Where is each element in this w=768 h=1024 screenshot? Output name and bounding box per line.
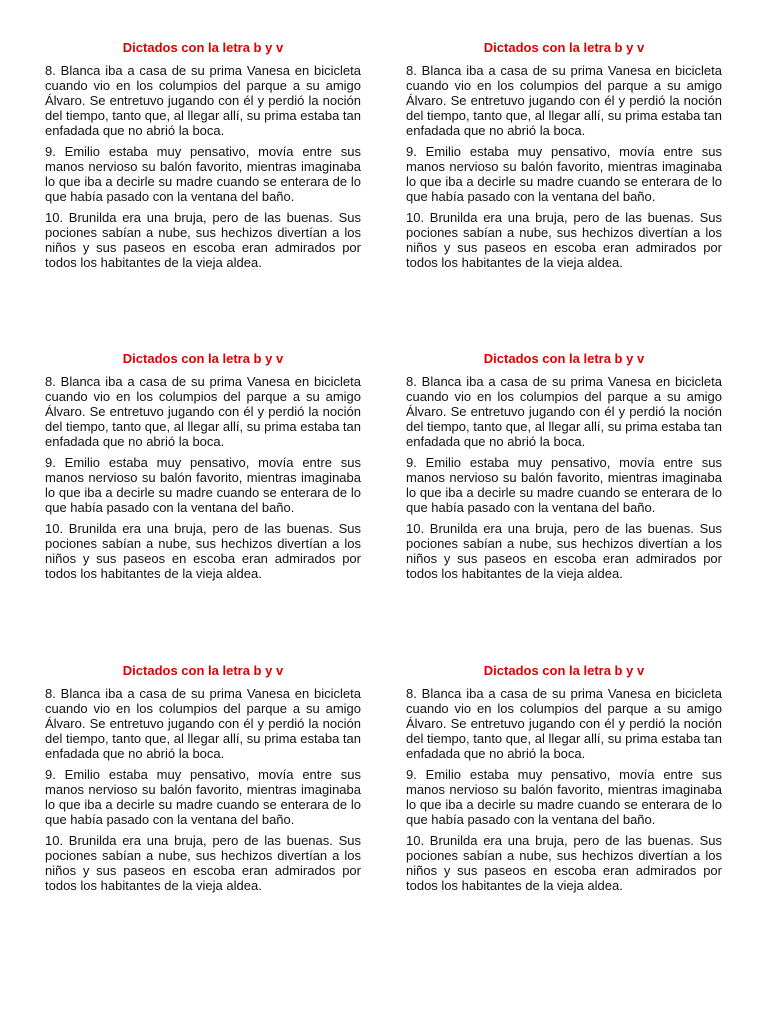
- paragraph-8: 8. Blanca iba a casa de su prima Vanesa en bicicleta cuando vio en los columpios del parque a su amigo Álvaro. Se entretuvo jugando con él y perdió la noción del tiempo, tanto que, al llegar allí, su prima estaba tan enfadada que no abrió la boca.: [406, 686, 722, 761]
- dictation-card-6: [406, 663, 722, 899]
- paragraph-8: 8. Blanca iba a casa de su prima Vanesa en bicicleta cuando vio en los columpios del parque a su amigo Álvaro. Se entretuvo jugando con él y perdió la noción del tiempo, tanto que, al llegar allí, su prima estaba tan enfadada que no abrió la boca.: [406, 374, 722, 449]
- card-title: Dictados con la letra b y v: [483, 40, 645, 55]
- paragraph-10: 10. Brunilda era una bruja, pero de las buenas. Sus pociones sabían a nube, sus hechizos divertían a los niños y sus paseos en escoba eran admirados por todos los habitantes de la vieja aldea.: [406, 833, 722, 893]
- paragraph-10: 10. Brunilda era una bruja, pero de las buenas. Sus pociones sabían a nube, sus hechizos divertían a los niños y sus paseos en escoba eran admirados por todos los habitantes de la vieja aldea.: [406, 210, 722, 270]
- dictation-card-1: [45, 40, 361, 276]
- paragraph-8: 8. Blanca iba a casa de su prima Vanesa en bicicleta cuando vio en los columpios del parque a su amigo Álvaro. Se entretuvo jugando con él y perdió la noción del tiempo, tanto que, al llegar allí, su prima estaba tan enfadada que no abrió la boca.: [406, 63, 722, 138]
- card-title: Dictados con la letra b y v: [122, 663, 284, 678]
- dictation-card-3: [45, 351, 361, 587]
- paragraph-10: 10. Brunilda era una bruja, pero de las buenas. Sus pociones sabían a nube, sus hechizos divertían a los niños y sus paseos en escoba eran admirados por todos los habitantes de la vieja aldea.: [406, 521, 722, 581]
- dictation-card-2: [406, 40, 722, 276]
- card-title: Dictados con la letra b y v: [483, 663, 645, 678]
- paragraph-9: 9. Emilio estaba muy pensativo, movía entre sus manos nervioso su balón favorito, mientras imaginaba lo que iba a decirle su madre cuando se enterara de lo que había pasado con la ventana del baño.: [406, 767, 722, 827]
- card-title: Dictados con la letra b y v: [122, 351, 284, 366]
- card-title: Dictados con la letra b y v: [122, 40, 284, 55]
- paragraph-10: 10. Brunilda era una bruja, pero de las buenas. Sus pociones sabían a nube, sus hechizos divertían a los niños y sus paseos en escoba eran admirados por todos los habitantes de la vieja aldea.: [45, 833, 361, 893]
- card-title: Dictados con la letra b y v: [483, 351, 645, 366]
- paragraph-10: 10. Brunilda era una bruja, pero de las buenas. Sus pociones sabían a nube, sus hechizos divertían a los niños y sus paseos en escoba eran admirados por todos los habitantes de la vieja aldea.: [45, 210, 361, 270]
- paragraph-8: 8. Blanca iba a casa de su prima Vanesa en bicicleta cuando vio en los columpios del parque a su amigo Álvaro. Se entretuvo jugando con él y perdió la noción del tiempo, tanto que, al llegar allí, su prima estaba tan enfadada que no abrió la boca.: [45, 374, 361, 449]
- paragraph-8: 8. Blanca iba a casa de su prima Vanesa en bicicleta cuando vio en los columpios del parque a su amigo Álvaro. Se entretuvo jugando con él y perdió la noción del tiempo, tanto que, al llegar allí, su prima estaba tan enfadada que no abrió la boca.: [45, 686, 361, 761]
- dictation-card-4: [406, 351, 722, 587]
- paragraph-9: 9. Emilio estaba muy pensativo, movía entre sus manos nervioso su balón favorito, mientras imaginaba lo que iba a decirle su madre cuando se enterara de lo que había pasado con la ventana del baño.: [406, 144, 722, 204]
- dictation-card-5: [45, 663, 361, 899]
- paragraph-9: 9. Emilio estaba muy pensativo, movía entre sus manos nervioso su balón favorito, mientras imaginaba lo que iba a decirle su madre cuando se enterara de lo que había pasado con la ventana del baño.: [45, 144, 361, 204]
- paragraph-9: 9. Emilio estaba muy pensativo, movía entre sus manos nervioso su balón favorito, mientras imaginaba lo que iba a decirle su madre cuando se enterara de lo que había pasado con la ventana del baño.: [45, 455, 361, 515]
- paragraph-9: 9. Emilio estaba muy pensativo, movía entre sus manos nervioso su balón favorito, mientras imaginaba lo que iba a decirle su madre cuando se enterara de lo que había pasado con la ventana del baño.: [406, 455, 722, 515]
- paragraph-9: 9. Emilio estaba muy pensativo, movía entre sus manos nervioso su balón favorito, mientras imaginaba lo que iba a decirle su madre cuando se enterara de lo que había pasado con la ventana del baño.: [45, 767, 361, 827]
- paragraph-10: 10. Brunilda era una bruja, pero de las buenas. Sus pociones sabían a nube, sus hechizos divertían a los niños y sus paseos en escoba eran admirados por todos los habitantes de la vieja aldea.: [45, 521, 361, 581]
- paragraph-8: 8. Blanca iba a casa de su prima Vanesa en bicicleta cuando vio en los columpios del parque a su amigo Álvaro. Se entretuvo jugando con él y perdió la noción del tiempo, tanto que, al llegar allí, su prima estaba tan enfadada que no abrió la boca.: [45, 63, 361, 138]
